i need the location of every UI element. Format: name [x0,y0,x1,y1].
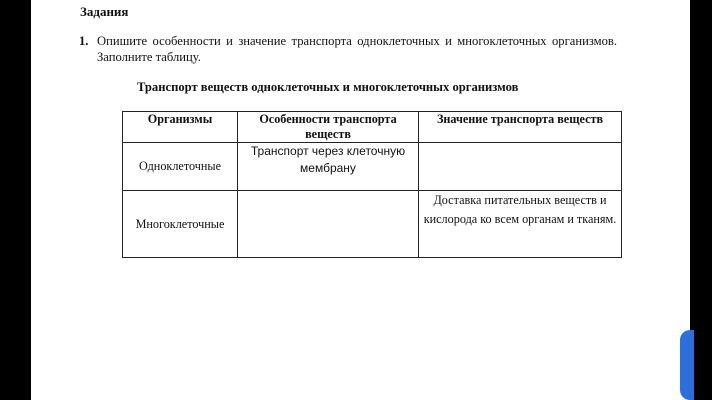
section-heading: Задания [80,4,129,19]
cell-multicellular: Многоклеточные [123,191,238,258]
cell-unicellular: Одноклеточные [123,143,238,191]
header-organisms: Организмы [123,112,238,143]
document-page [31,0,690,400]
table-title: Транспорт веществ одноклеточных и многоклеточных организмов [137,80,519,94]
cell-multicellular-features[interactable] [238,191,419,258]
table-header-row [123,112,622,143]
cell-unicellular-features[interactable]: Транспорт через клеточную мембрану [238,143,419,191]
task-1 [79,33,617,65]
table-row [123,191,622,258]
cell-multicellular-significance[interactable]: Доставка питательных веществ и кислорода ко всем органам и тканям. [419,191,622,258]
task-number: 1. [79,34,89,48]
task-text: Опишите особенности и значение транспорта одноклеточных и многоклеточных организмов. Заполните таблицу. [97,34,617,64]
header-features: Особенности транспорта веществ [238,112,419,143]
edge-accent [680,330,694,400]
table-row [123,143,622,191]
header-significance: Значение транспорта веществ [419,112,622,143]
cell-unicellular-significance[interactable] [419,143,622,191]
transport-table [122,111,622,258]
